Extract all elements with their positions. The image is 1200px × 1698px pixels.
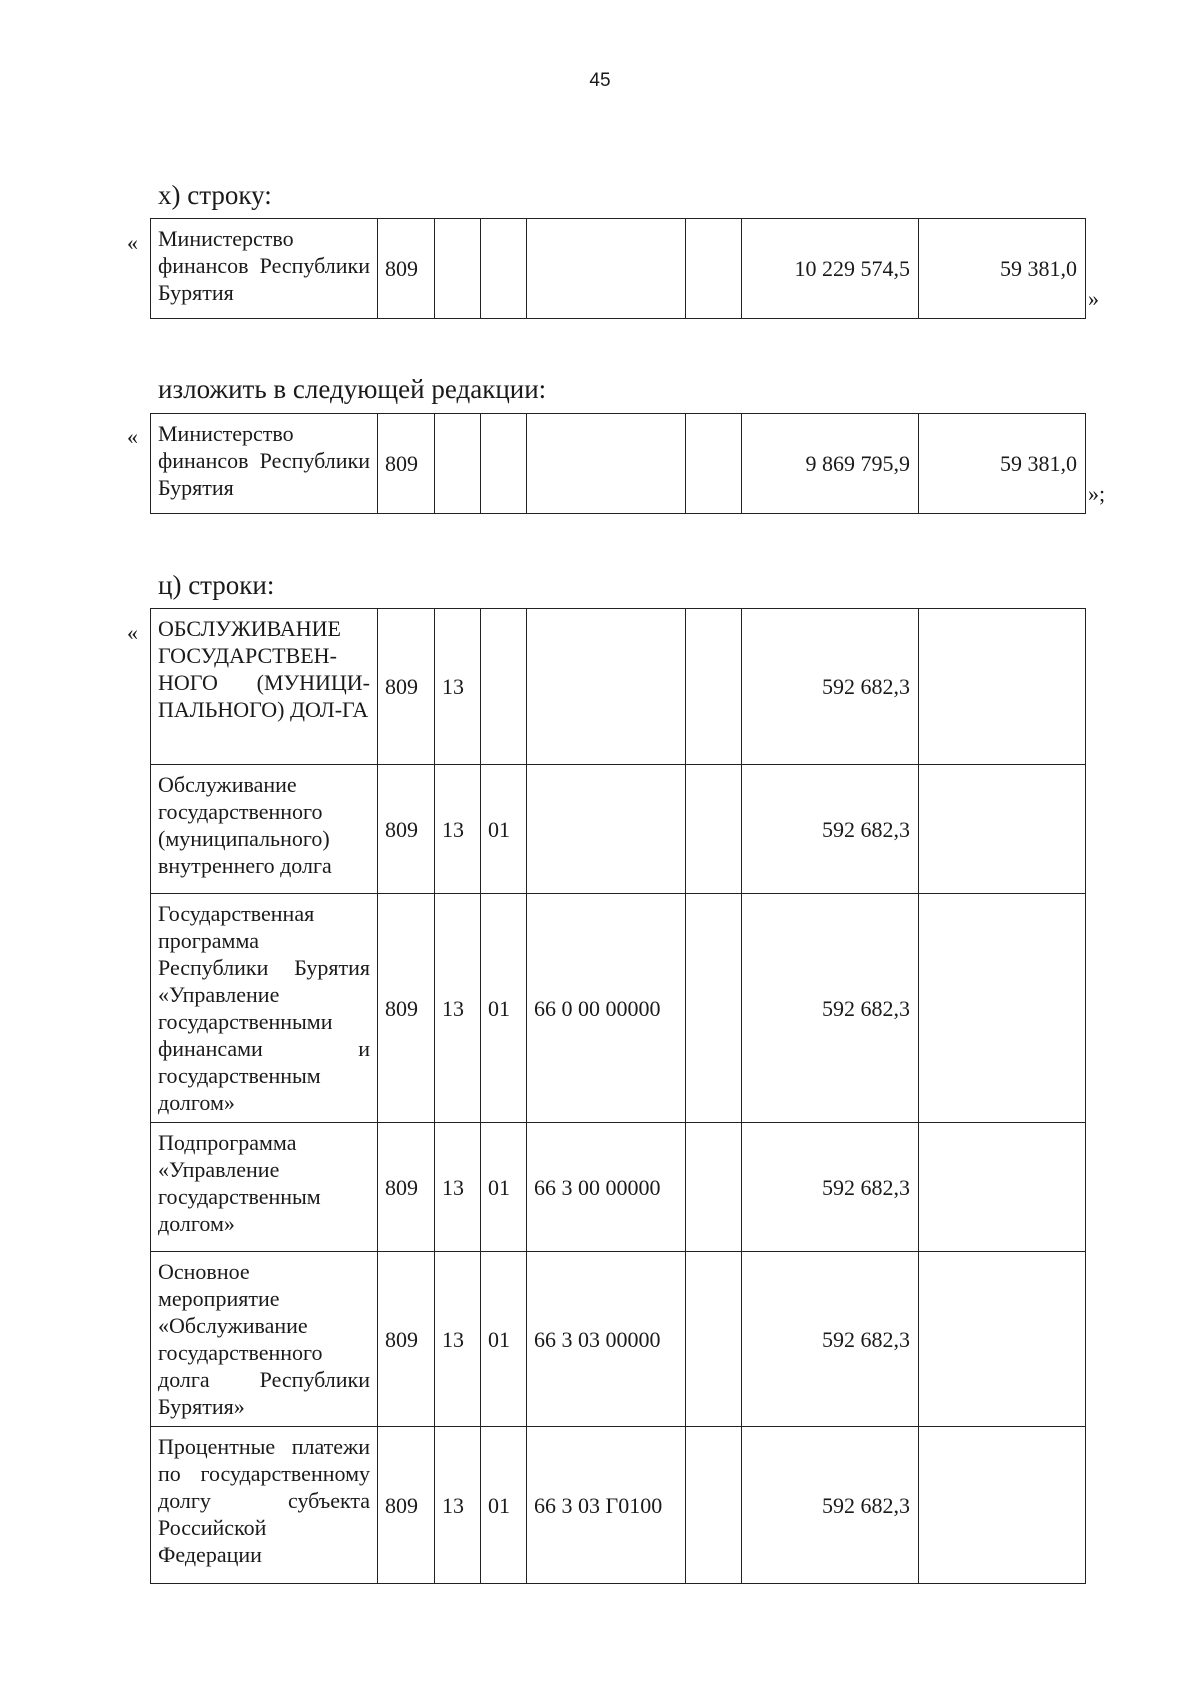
cell-rz: 13 bbox=[435, 1252, 481, 1427]
cell-csr bbox=[527, 609, 686, 765]
cell-amount: 10 229 574,5 bbox=[742, 219, 919, 319]
cell-vr bbox=[686, 414, 742, 514]
section-heading-replace: изложить в следующей редакции: bbox=[158, 374, 547, 404]
row-name: Обслуживание государственного (муниципального) внутреннего долга bbox=[151, 765, 378, 894]
cell-vr bbox=[686, 1252, 742, 1427]
cell-rz: 13 bbox=[435, 1427, 481, 1584]
cell-grbs: 809 bbox=[378, 414, 435, 514]
row-name: Государственная программа Республики Бурятия «Управление государственными финансами и государственным долгом» bbox=[151, 894, 378, 1123]
cell-amount: 592 682,3 bbox=[742, 1252, 919, 1427]
table-section-replace bbox=[150, 413, 1086, 514]
cell-vr bbox=[686, 219, 742, 319]
table-row bbox=[151, 1123, 1086, 1252]
cell-amount: 592 682,3 bbox=[742, 1427, 919, 1584]
cell-pr: 01 bbox=[481, 1123, 527, 1252]
cell-pr bbox=[481, 219, 527, 319]
cell-amount-2 bbox=[919, 1123, 1086, 1252]
page-number: 45 bbox=[589, 70, 611, 91]
cell-rz bbox=[435, 414, 481, 514]
cell-grbs: 809 bbox=[378, 609, 435, 765]
cell-amount: 592 682,3 bbox=[742, 609, 919, 765]
cell-vr bbox=[686, 894, 742, 1123]
cell-vr bbox=[686, 765, 742, 894]
cell-amount-2: 59 381,0 bbox=[919, 219, 1086, 319]
cell-csr: 66 3 00 00000 bbox=[527, 1123, 686, 1252]
row-name: Министерство финансов Республики Бурятия bbox=[151, 414, 378, 514]
cell-grbs: 809 bbox=[378, 894, 435, 1123]
cell-pr bbox=[481, 609, 527, 765]
cell-csr bbox=[527, 765, 686, 894]
cell-rz bbox=[435, 219, 481, 319]
cell-amount: 592 682,3 bbox=[742, 765, 919, 894]
row-name: Основное мероприятие «Обслуживание государственного долга Республики Бурятия» bbox=[151, 1252, 378, 1427]
row-name: Министерство финансов Республики Бурятия bbox=[151, 219, 378, 319]
table-row bbox=[151, 219, 1086, 319]
row-name: Подпрограмма «Управление государственным долгом» bbox=[151, 1123, 378, 1252]
cell-pr bbox=[481, 414, 527, 514]
cell-grbs: 809 bbox=[378, 1123, 435, 1252]
cell-amount: 592 682,3 bbox=[742, 1123, 919, 1252]
open-quote: « bbox=[127, 620, 138, 645]
cell-pr: 01 bbox=[481, 1427, 527, 1584]
cell-amount-2 bbox=[919, 894, 1086, 1123]
row-name: Процентные платежи по государственному долгу субъекта Российской Федерации bbox=[151, 1427, 378, 1584]
table-row bbox=[151, 1427, 1086, 1584]
cell-grbs: 809 bbox=[378, 1252, 435, 1427]
row-name: ОБСЛУЖИВАНИЕ ГОСУДАРСТВЕН-НОГО (МУНИЦИ-ПАЛЬНОГО) ДОЛ-ГА bbox=[151, 609, 378, 765]
table-section-x bbox=[150, 218, 1086, 319]
cell-csr bbox=[527, 414, 686, 514]
cell-pr: 01 bbox=[481, 765, 527, 894]
table-row bbox=[151, 894, 1086, 1123]
cell-amount-2 bbox=[919, 1252, 1086, 1427]
cell-pr: 01 bbox=[481, 1252, 527, 1427]
table-row bbox=[151, 1252, 1086, 1427]
section-heading-x: х) строку: bbox=[158, 180, 272, 210]
open-quote: « bbox=[127, 424, 138, 449]
cell-grbs: 809 bbox=[378, 1427, 435, 1584]
cell-amount-2: 59 381,0 bbox=[919, 414, 1086, 514]
cell-grbs: 809 bbox=[378, 219, 435, 319]
cell-amount-2 bbox=[919, 765, 1086, 894]
table-row bbox=[151, 609, 1086, 765]
cell-amount-2 bbox=[919, 609, 1086, 765]
cell-vr bbox=[686, 1123, 742, 1252]
cell-vr bbox=[686, 609, 742, 765]
table-section-ts bbox=[150, 608, 1086, 1584]
cell-csr: 66 3 03 Г0100 bbox=[527, 1427, 686, 1584]
cell-csr bbox=[527, 219, 686, 319]
section-heading-ts: ц) строки: bbox=[158, 570, 275, 600]
cell-rz: 13 bbox=[435, 765, 481, 894]
cell-vr bbox=[686, 1427, 742, 1584]
close-quote: » bbox=[1088, 286, 1099, 311]
cell-grbs: 809 bbox=[378, 765, 435, 894]
close-quote: »; bbox=[1088, 481, 1106, 506]
open-quote: « bbox=[127, 230, 138, 255]
cell-pr: 01 bbox=[481, 894, 527, 1123]
cell-amount-2 bbox=[919, 1427, 1086, 1584]
cell-rz: 13 bbox=[435, 609, 481, 765]
cell-csr: 66 0 00 00000 bbox=[527, 894, 686, 1123]
cell-rz: 13 bbox=[435, 894, 481, 1123]
cell-amount: 592 682,3 bbox=[742, 894, 919, 1123]
cell-rz: 13 bbox=[435, 1123, 481, 1252]
table-row bbox=[151, 765, 1086, 894]
table-row bbox=[151, 414, 1086, 514]
cell-csr: 66 3 03 00000 bbox=[527, 1252, 686, 1427]
cell-amount: 9 869 795,9 bbox=[742, 414, 919, 514]
